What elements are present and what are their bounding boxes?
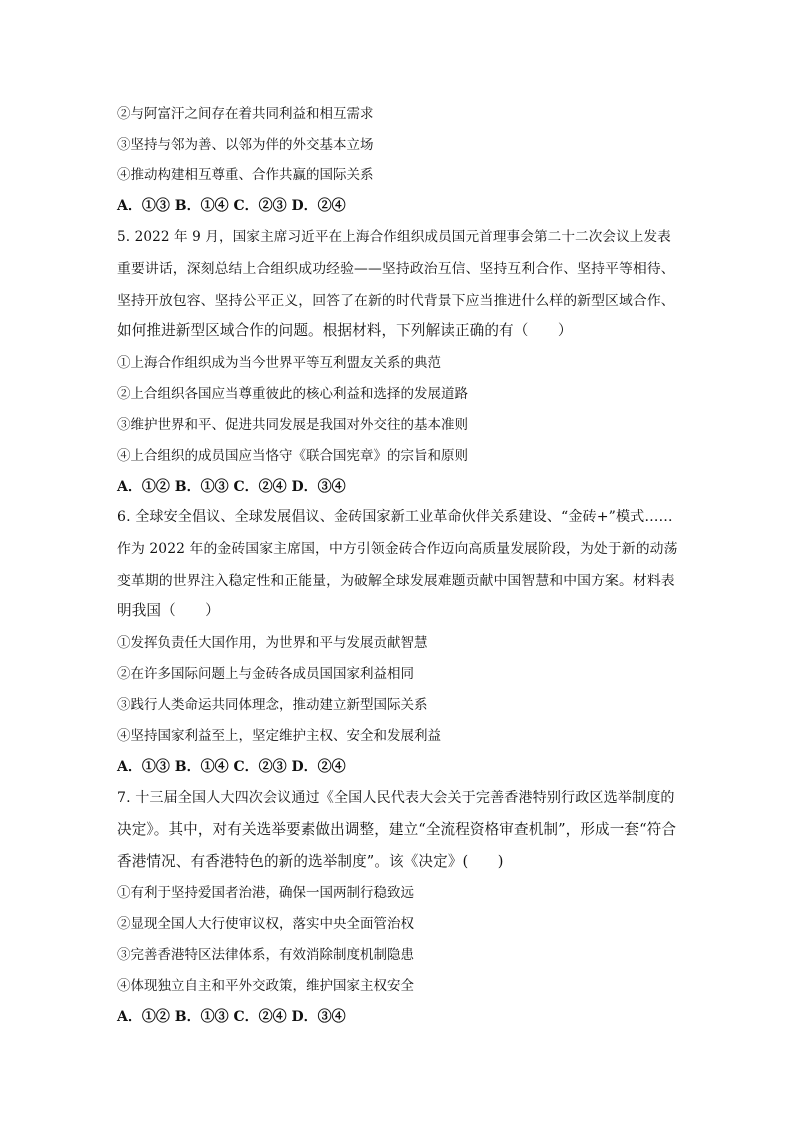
q5-stem-line-1: 5. 2022 年 9 月，国家主席习近平在上海合作组织成员国元首理事会第二十二次会议上发表 — [117, 229, 671, 245]
q7-option-2: ②显现全国人大行使审议权，落实中央全面管治权 — [117, 916, 414, 932]
q4-option-2: ②与阿富汗之间存在着共同利益和相互需求 — [117, 106, 374, 122]
q6-answer-choices: A．①③ B．①④ C．②③ D．②④ — [117, 759, 346, 775]
q7-option-1: ①有利于坚持爱国者治港，确保一国两制行稳致远 — [117, 885, 414, 901]
q6-option-4: ④坚持国家利益至上，坚定维护主权、安全和发展利益 — [117, 728, 441, 744]
q7-stem-line-1: 7. 十三届全国人大四次会议通过《全国人民代表大会关于完善香港特别行政区选举制度的 — [117, 790, 675, 806]
q5-stem-line-4: 如何推进新型区域合作的问题。根据材料，下列解读正确的有（ ） — [117, 322, 573, 339]
q5-stem-line-3: 坚持开放包容、坚持公平正义，回答了在新的时代背景下应当推进什么样的新型区域合作、 — [117, 293, 675, 309]
q5-option-1: ①上海合作组织成为当今世界平等互利盟友关系的典范 — [117, 355, 441, 371]
q7-stem-line-3: 香港情况、有香港特色的新的选举制度”。该《决定》( ) — [117, 853, 504, 870]
q5-option-3: ③维护世界和平、促进共同发展是我国对外交往的基本准则 — [117, 417, 468, 433]
q7-stem-line-2: 决定》。其中，对有关选举要素做出调整，建立“全流程资格审查机制”，形成一套“符合 — [117, 821, 677, 838]
q5-stem-line-2: 重要讲话，深刻总结上合组织成功经验——坚持政治互信、坚持互利合作、坚持平等相待、 — [117, 261, 675, 277]
q6-stem-line-4: 明我国（ ） — [117, 602, 220, 619]
q6-stem-line-3: 变革期的世界注入稳定性和正能量，为破解全球发展难题贡献中国智慧和中国方案。材料表 — [117, 573, 675, 589]
q4-answer-choices: A．①③ B．①④ C．②③ D．②④ — [117, 198, 346, 214]
q4-option-4: ④推动构建相互尊重、合作共赢的国际关系 — [117, 167, 374, 183]
q6-option-1: ①发挥负责任大国作用，为世界和平与发展贡献智慧 — [117, 635, 428, 651]
q7-option-3: ③完善香港特区法律体系，有效消除制度机制隐患 — [117, 947, 414, 963]
q5-answer-choices: A．①② B．①③ C．②④ D．③④ — [117, 479, 346, 495]
q5-option-4: ④上合组织的成员国应当恪守《联合国宪章》的宗旨和原则 — [117, 448, 468, 464]
q6-stem-line-1: 6. 全球安全倡议、全球发展倡议、金砖国家新工业革命伙伴关系建设、“金砖+”模式…… — [117, 509, 673, 525]
q6-stem-line-2: 作为 2022 年的金砖国家主席国，中方引领金砖合作迈向高质量发展阶段，为处于新的动荡 — [117, 541, 678, 557]
q7-option-4: ④体现独立自主和平外交政策，维护国家主权安全 — [117, 978, 414, 994]
q5-option-2: ②上合组织各国应当尊重彼此的核心利益和选择的发展道路 — [117, 386, 468, 402]
q4-option-3: ③坚持与邻为善、以邻为伴的外交基本立场 — [117, 137, 374, 153]
q6-option-3: ③践行人类命运共同体理念，推动建立新型国际关系 — [117, 697, 428, 713]
q7-answer-choices: A．①② B．①③ C．②④ D．③④ — [117, 1009, 346, 1025]
q6-option-2: ②在许多国际问题上与金砖各成员国国家利益相同 — [117, 666, 414, 682]
